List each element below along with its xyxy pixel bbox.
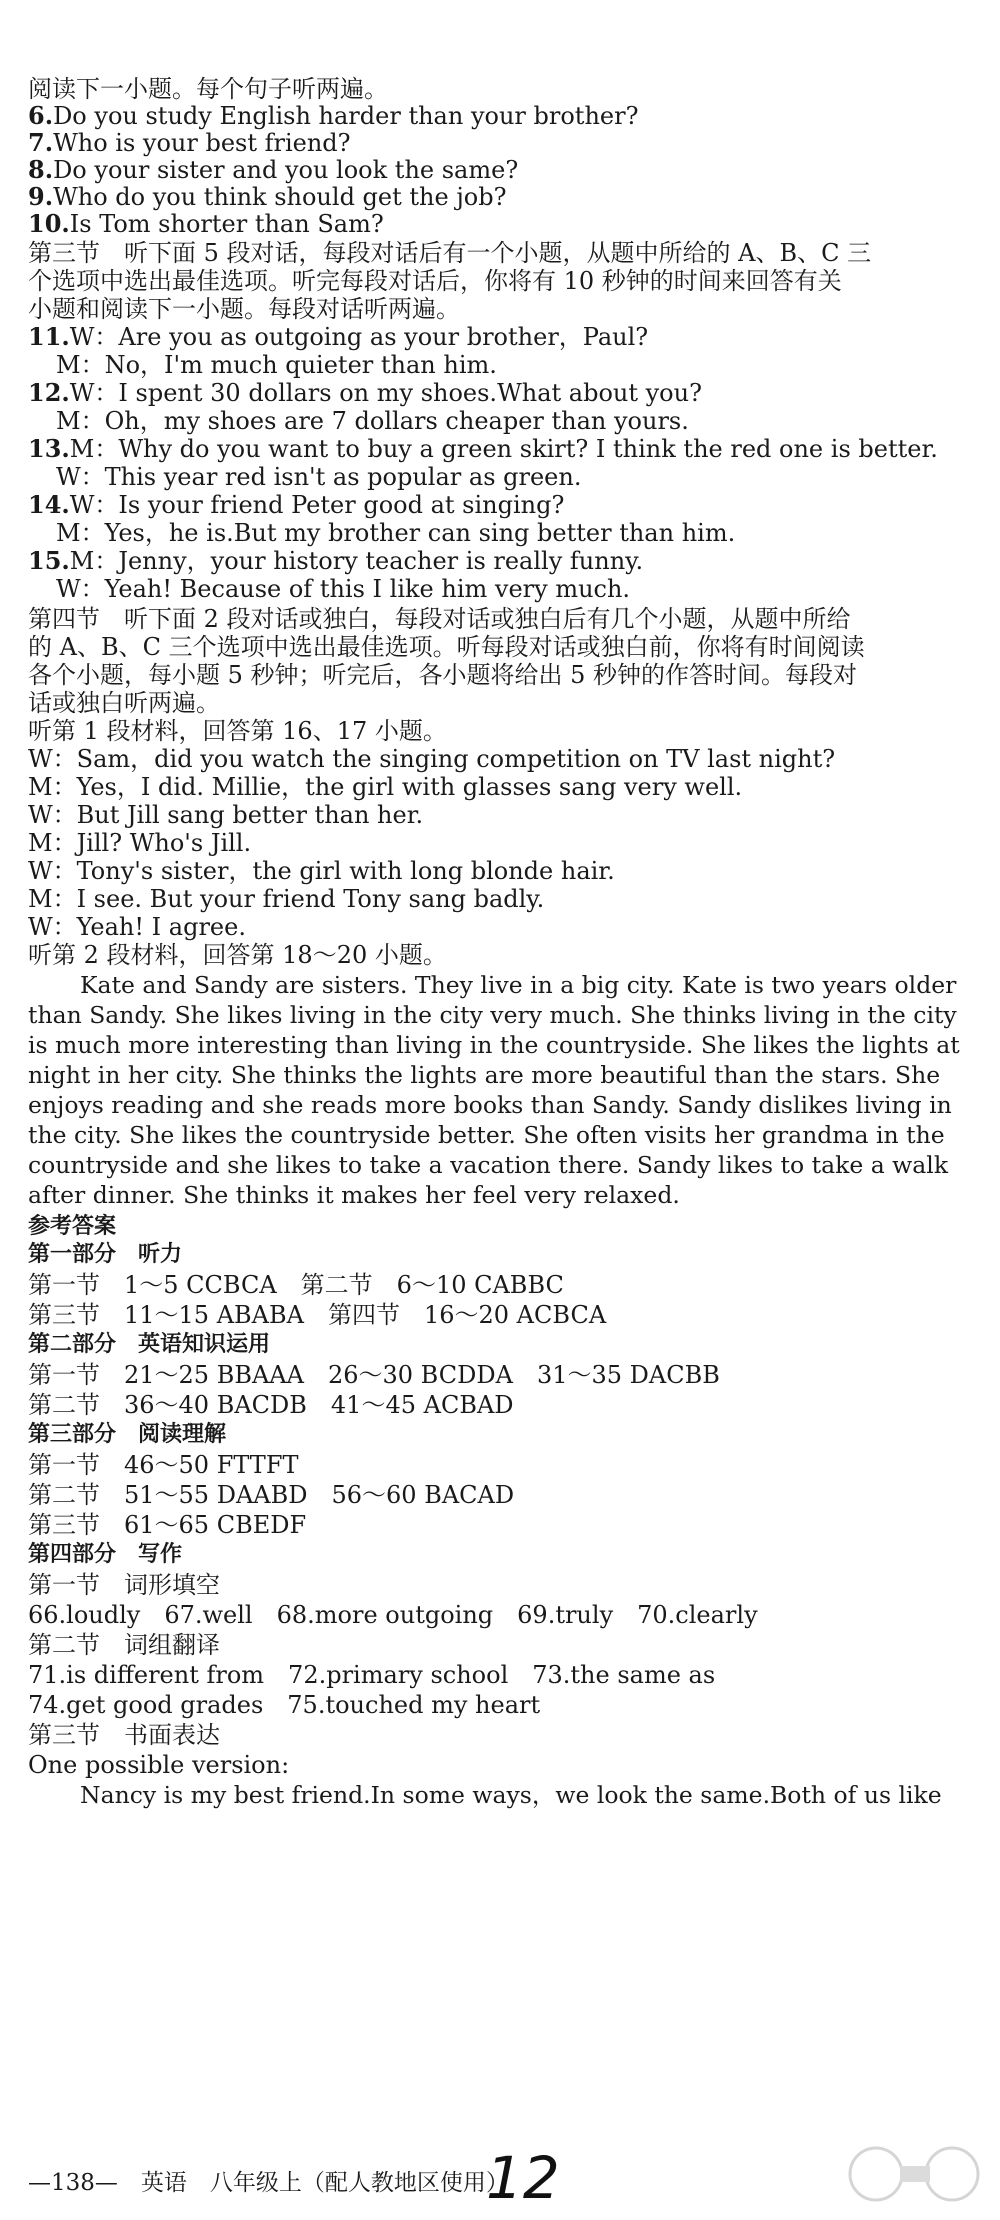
text-line: 第一节 21～25 BBAAA 26～30 BCDDA 31～35 DACBB — [28, 1361, 720, 1389]
text-line: 6.Do you study English harder than your brother? — [28, 101, 639, 130]
text-line: 第一部分 听力 — [28, 1242, 183, 1267]
text-line: M：Yes，he is.But my brother can sing better than him. — [56, 519, 736, 547]
text-line: 的 A、B、C 三个选项中选出最佳选项。听每段对话或独白前，你将有时间阅读 — [28, 633, 865, 661]
text-line: 第一节 46～50 FTTFT — [28, 1451, 299, 1479]
text-line: night in her city. She thinks the lights are more beautiful than the stars. She — [28, 1061, 941, 1089]
text-line: W：But Jill sang better than her. — [28, 801, 424, 829]
text-line: 第一节 词形填空 — [28, 1571, 220, 1599]
text-line: 74.get good grades 75.touched my heart — [28, 1691, 541, 1719]
text-line: than Sandy. She likes living in the city very much. She thinks living in the city — [28, 1001, 957, 1029]
text-line: enjoys reading and she reads more books than Sandy. Sandy dislikes living in — [28, 1091, 952, 1119]
text-line: 9.Who do you think should get the job? — [28, 182, 507, 211]
text-line: 第四部分 写作 — [28, 1542, 183, 1567]
text-line: Nancy is my best friend.In some ways，we look the same.Both of us like — [80, 1781, 942, 1809]
text-line: 第二节 词组翻译 — [28, 1631, 220, 1659]
handwritten-mark: 12 — [486, 2144, 560, 2212]
text-line: 第二节 51～55 DAABD 56～60 BACAD — [28, 1481, 515, 1509]
text-line: 11.W：Are you as outgoing as your brother，Paul? — [28, 322, 649, 351]
text-line: M：I see. But your friend Tony sang badly. — [28, 885, 545, 913]
text-line: 12.W：I spent 30 dollars on my shoes.What about you? — [28, 378, 702, 407]
text-line: after dinner. She thinks it makes her feel very relaxed. — [28, 1181, 680, 1209]
text-line: 第三节 11～15 ABABA 第四节 16～20 ACBCA — [28, 1301, 607, 1329]
text-line: 个选项中选出最佳选项。听完每段对话后，你将有 10 秒钟的时间来回答有关 — [28, 267, 842, 295]
text-line: countryside and she likes to take a vacation there. Sandy likes to take a walk — [28, 1151, 949, 1179]
text-line: 阅读下一小题。每个句子听两遍。 — [28, 75, 388, 103]
text-line: 66.loudly 67.well 68.more outgoing 69.truly 70.clearly — [28, 1601, 758, 1629]
text-line: 第三节 听下面 5 段对话，每段对话后有一个小题，从题中所给的 A、B、C 三 — [28, 239, 872, 267]
text-line: 听第 1 段材料，回答第 16、17 小题。 — [28, 717, 447, 745]
text-line: 13.M：Why do you want to buy a green skirt? I think the red one is better. — [28, 434, 938, 463]
text-line: 各个小题，每小题 5 秒钟；听完后，各小题将给出 5 秒钟的作答时间。每段对 — [28, 661, 858, 689]
text-line: 小题和阅读下一小题。每段对话听两遍。 — [28, 295, 460, 323]
text-line: 10.Is Tom shorter than Sam? — [28, 209, 384, 238]
text-line: M：No，I'm much quieter than him. — [56, 351, 497, 379]
text-line: W：Yeah! Because of this I like him very much. — [56, 575, 631, 603]
text-line: 第三部分 阅读理解 — [28, 1422, 227, 1447]
text-line: M：Jill? Who's Jill. — [28, 829, 252, 857]
text-line: 8.Do your sister and you look the same? — [28, 155, 519, 184]
watermark-logo — [840, 2138, 990, 2210]
text-line: 听第 2 段材料，回答第 18～20 小题。 — [28, 941, 447, 969]
text-line: M：Yes，I did. Millie，the girl with glasses sang very well. — [28, 773, 743, 801]
text-line: 71.is different from 72.primary school 73.the same as — [28, 1661, 716, 1689]
text-line: 14.W：Is your friend Peter good at singing? — [28, 490, 565, 519]
text-line: W：Yeah! I agree. — [28, 913, 246, 941]
text-line: 第二节 36～40 BACDB 41～45 ACBAD — [28, 1391, 514, 1419]
text-line: 第四节 听下面 2 段对话或独白，每段对话或独白后有几个小题，从题中所给 — [28, 605, 851, 633]
text-line: 第一节 1～5 CCBCA 第二节 6～10 CABBC — [28, 1271, 564, 1299]
text-line: One possible version: — [28, 1751, 290, 1779]
text-line: 第三节 61～65 CBEDF — [28, 1511, 307, 1539]
text-line: 第三节 书面表达 — [28, 1721, 220, 1749]
text-line: 15.M：Jenny，your history teacher is really funny. — [28, 546, 644, 575]
text-line: 第二部分 英语知识运用 — [28, 1332, 271, 1357]
text-line: 话或独白听两遍。 — [28, 689, 220, 717]
text-line: M：Oh，my shoes are 7 dollars cheaper than yours. — [56, 407, 689, 435]
text-line: W：Sam，did you watch the singing competition on TV last night? — [28, 745, 836, 773]
text-line: W：Tony's sister，the girl with long blonde hair. — [28, 857, 615, 885]
page-footer: —138— 英语 八年级上（配人教地区使用） — [28, 2170, 509, 2196]
text-line: Kate and Sandy are sisters. They live in a big city. Kate is two years older — [80, 971, 957, 999]
text-line: 参考答案 — [28, 1214, 117, 1239]
text-line: 7.Who is your best friend? — [28, 128, 351, 157]
text-line: W：This year red isn't as popular as green. — [56, 463, 582, 491]
text-line: is much more interesting than living in the countryside. She likes the lights at — [28, 1031, 960, 1059]
text-line: the city. She likes the countryside better. She often visits her grandma in the — [28, 1121, 945, 1149]
